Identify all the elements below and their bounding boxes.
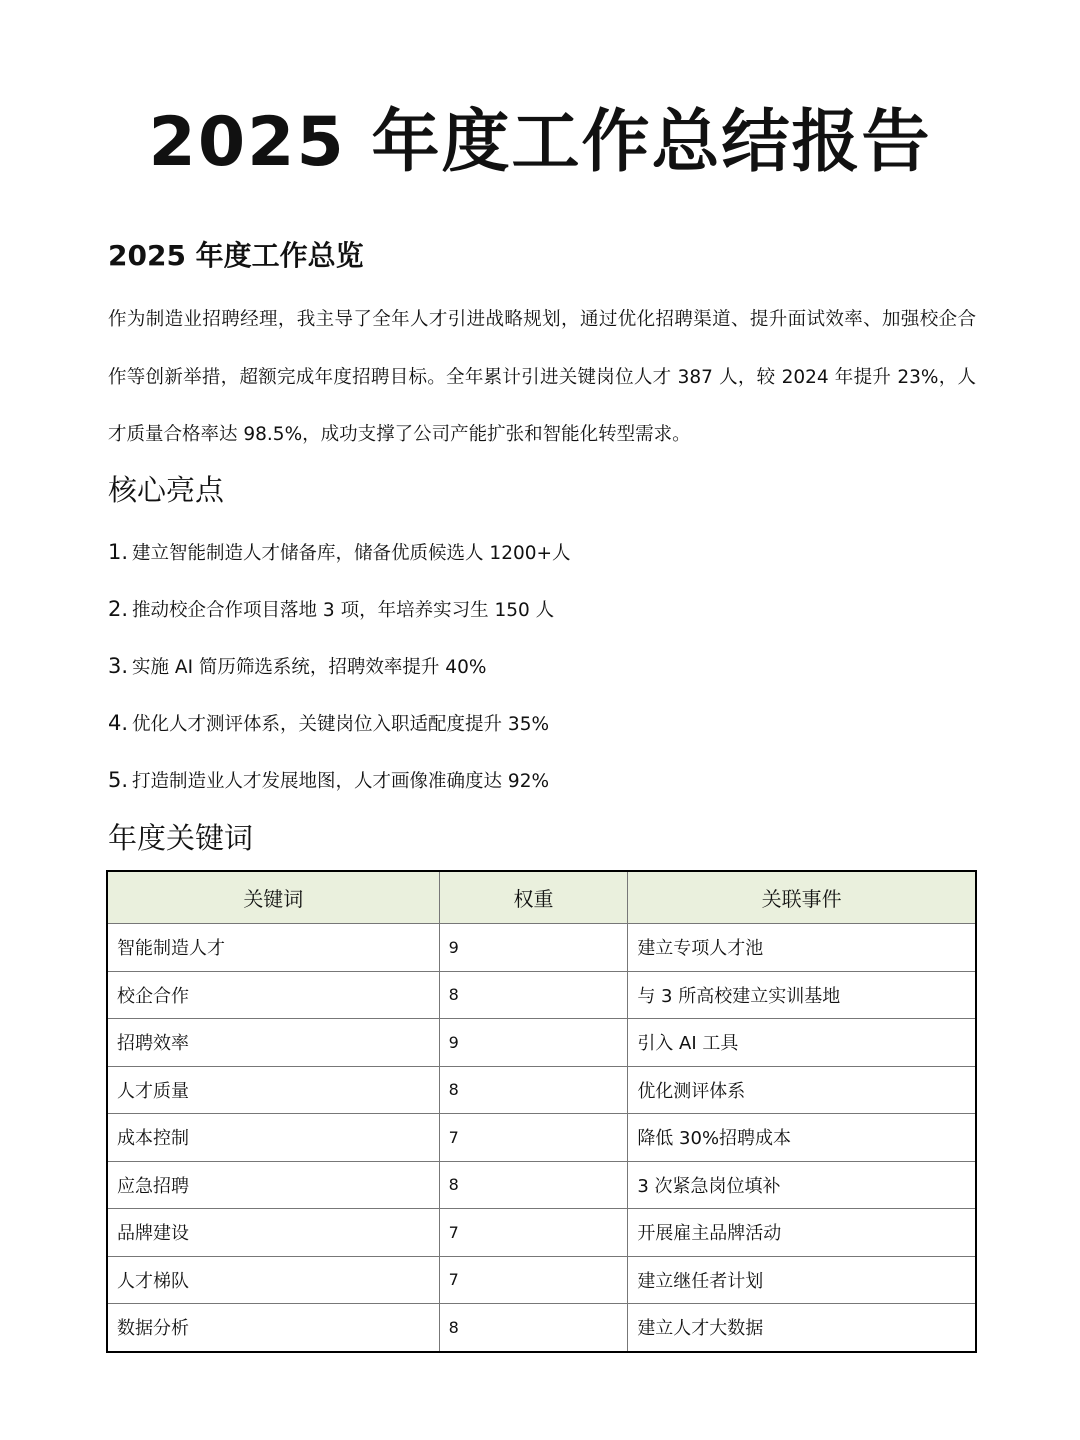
event-cell: 与 3 所高校建立实训基地 — [628, 971, 976, 1019]
keywords-table — [106, 870, 977, 1353]
list-item-text: 建立智能制造人才储备库，储备优质候选人 1200+人 — [132, 543, 571, 564]
event-cell: 建立人才大数据 — [628, 1304, 976, 1352]
event-cell: 建立继任者计划 — [628, 1256, 976, 1304]
list-item-number: 2. — [108, 597, 129, 621]
keyword-cell: 人才梯队 — [107, 1256, 439, 1304]
weight-cell: 7 — [439, 1209, 628, 1257]
weight-cell: 8 — [439, 1066, 628, 1114]
keyword-cell: 品牌建设 — [107, 1209, 439, 1257]
list-item — [108, 758, 976, 815]
list-item-text: 实施 AI 简历筛选系统，招聘效率提升 40% — [132, 657, 487, 678]
list-item-text: 打造制造业人才发展地图，人才画像准确度达 92% — [132, 771, 550, 792]
table-row — [107, 971, 976, 1019]
event-cell: 开展雇主品牌活动 — [628, 1209, 976, 1257]
keyword-cell: 智能制造人才 — [107, 924, 439, 972]
keyword-cell: 招聘效率 — [107, 1019, 439, 1067]
weight-cell: 7 — [439, 1256, 628, 1304]
table-row — [107, 1304, 976, 1352]
table-row — [107, 1161, 976, 1209]
keyword-cell: 人才质量 — [107, 1066, 439, 1114]
weight-cell: 8 — [439, 971, 628, 1019]
weight-cell: 9 — [439, 1019, 628, 1067]
page-title: 2025 年度工作总结报告 — [148, 103, 932, 182]
table-header-row — [107, 871, 976, 924]
event-cell: 3 次紧急岗位填补 — [628, 1161, 976, 1209]
weight-cell: 9 — [439, 924, 628, 972]
event-cell: 优化测评体系 — [628, 1066, 976, 1114]
keywords-heading: 年度关键词 — [108, 821, 254, 855]
keyword-cell: 成本控制 — [107, 1114, 439, 1162]
event-cell: 降低 30%招聘成本 — [628, 1114, 976, 1162]
keyword-cell: 数据分析 — [107, 1304, 439, 1352]
table-row — [107, 1256, 976, 1304]
weight-cell: 8 — [439, 1161, 628, 1209]
table-row — [107, 924, 976, 972]
event-cell: 引入 AI 工具 — [628, 1019, 976, 1067]
table-row — [107, 1019, 976, 1067]
list-item — [108, 644, 976, 701]
table-row — [107, 1066, 976, 1114]
column-header-event: 关联事件 — [628, 871, 976, 924]
list-item-number: 5. — [108, 768, 129, 792]
weight-cell: 8 — [439, 1304, 628, 1352]
list-item-number: 3. — [108, 654, 129, 678]
list-item-number: 1. — [108, 540, 129, 564]
column-header-weight: 权重 — [439, 871, 628, 924]
list-item — [108, 530, 976, 587]
keyword-cell: 校企合作 — [107, 971, 439, 1019]
list-item — [108, 701, 976, 758]
keyword-cell: 应急招聘 — [107, 1161, 439, 1209]
table-row — [107, 1209, 976, 1257]
list-item — [108, 587, 976, 644]
table-row — [107, 1114, 976, 1162]
highlights-list — [108, 530, 976, 815]
column-header-keyword: 关键词 — [107, 871, 439, 924]
weight-cell: 7 — [439, 1114, 628, 1162]
list-item-number: 4. — [108, 711, 129, 735]
list-item-text: 推动校企合作项目落地 3 项，年培养实习生 150 人 — [132, 600, 555, 621]
overview-heading: 2025 年度工作总览 — [108, 239, 364, 272]
list-item-text: 优化人才测评体系，关键岗位入职适配度提升 35% — [132, 714, 550, 735]
overview-paragraph: 作为制造业招聘经理，我主导了全年人才引进战略规划，通过优化招聘渠道、提升面试效率、加强校企合作等创新举措，超额完成年度招聘目标。全年累计引进关键岗位人才 387 人，较 2024 年提升 23%，人才质量合格率达 98.5%，成功支撑了公司产能扩张和智能化转型需求。 — [108, 309, 976, 445]
highlights-heading: 核心亮点 — [108, 473, 225, 507]
event-cell: 建立专项人才池 — [628, 924, 976, 972]
